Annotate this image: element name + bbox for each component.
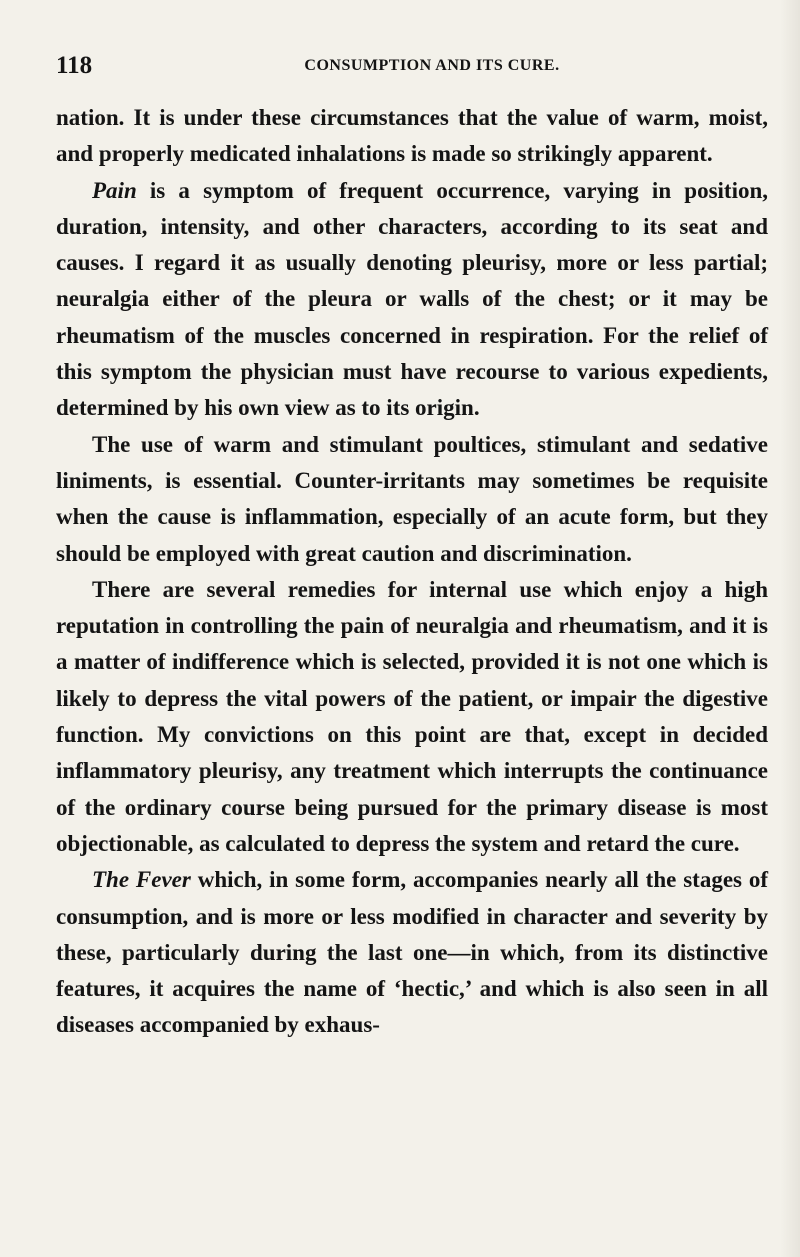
paragraph-4 bbox=[56, 572, 768, 862]
paragraph-3 bbox=[56, 427, 768, 572]
paragraph-1 bbox=[56, 100, 768, 173]
paragraph-2-text: is a symptom of frequent occurrence, varying in position, duration, intensity, and other characters, according to its seat and causes. I regard it as usually denoting pleurisy, more or less partial; neuralgia either of the pleura or walls of the chest; or it may be rheumatism of the muscles concerned in respiration. For the relief of this symptom the physician must have recourse to various expedients, determined by his own view as to its origin. bbox=[56, 177, 768, 421]
paragraph-2-lead: Pain bbox=[92, 177, 137, 203]
page-header bbox=[56, 52, 768, 82]
page-edge-shadow bbox=[780, 0, 800, 1257]
paragraph-5-lead: The Fever bbox=[92, 867, 191, 893]
paragraph-5 bbox=[56, 862, 768, 1043]
paragraph-2 bbox=[56, 173, 768, 427]
page-number: 118 bbox=[56, 52, 93, 79]
running-title: CONSUMPTION AND ITS CURE. bbox=[304, 57, 560, 74]
paragraph-5-text: which, in some form, accompanies nearly all the stages of consumption, and is more or less modified in character and severity by these, particularly during the last one—in which, from its distinctive features, it acquires the name of ‘hectic,’ and which is also seen in all diseases accompanied by exhaus- bbox=[56, 867, 769, 1038]
body-text bbox=[56, 100, 768, 1044]
paragraph-1-text: nation. It is under these circumstances that the value of warm, moist, and properly medicated inhalations is made so strikingly apparent. bbox=[56, 105, 768, 167]
paragraph-3-text: The use of warm and stimulant poultices, stimulant and sedative liniments, is essential. Counter-irritants may sometimes be requisite when the cause is inflammation, especially of an acute form, but they should be employed with great caution and discrimination. bbox=[56, 431, 768, 566]
paragraph-4-text: There are several remedies for internal use which enjoy a high reputation in controlling the pain of neuralgia and rheumatism, and it is a matter of indifference which is selected, provided it is not one which is likely to depress the vital powers of the patient, or impair the digestive function. My convictions on this point are that, except in decided inflammatory pleurisy, any treatment which interrupts the continuance of the ordinary course being pursued for the primary disease is most objectionable, as calculated to depress the system and retard the cure. bbox=[56, 576, 768, 856]
